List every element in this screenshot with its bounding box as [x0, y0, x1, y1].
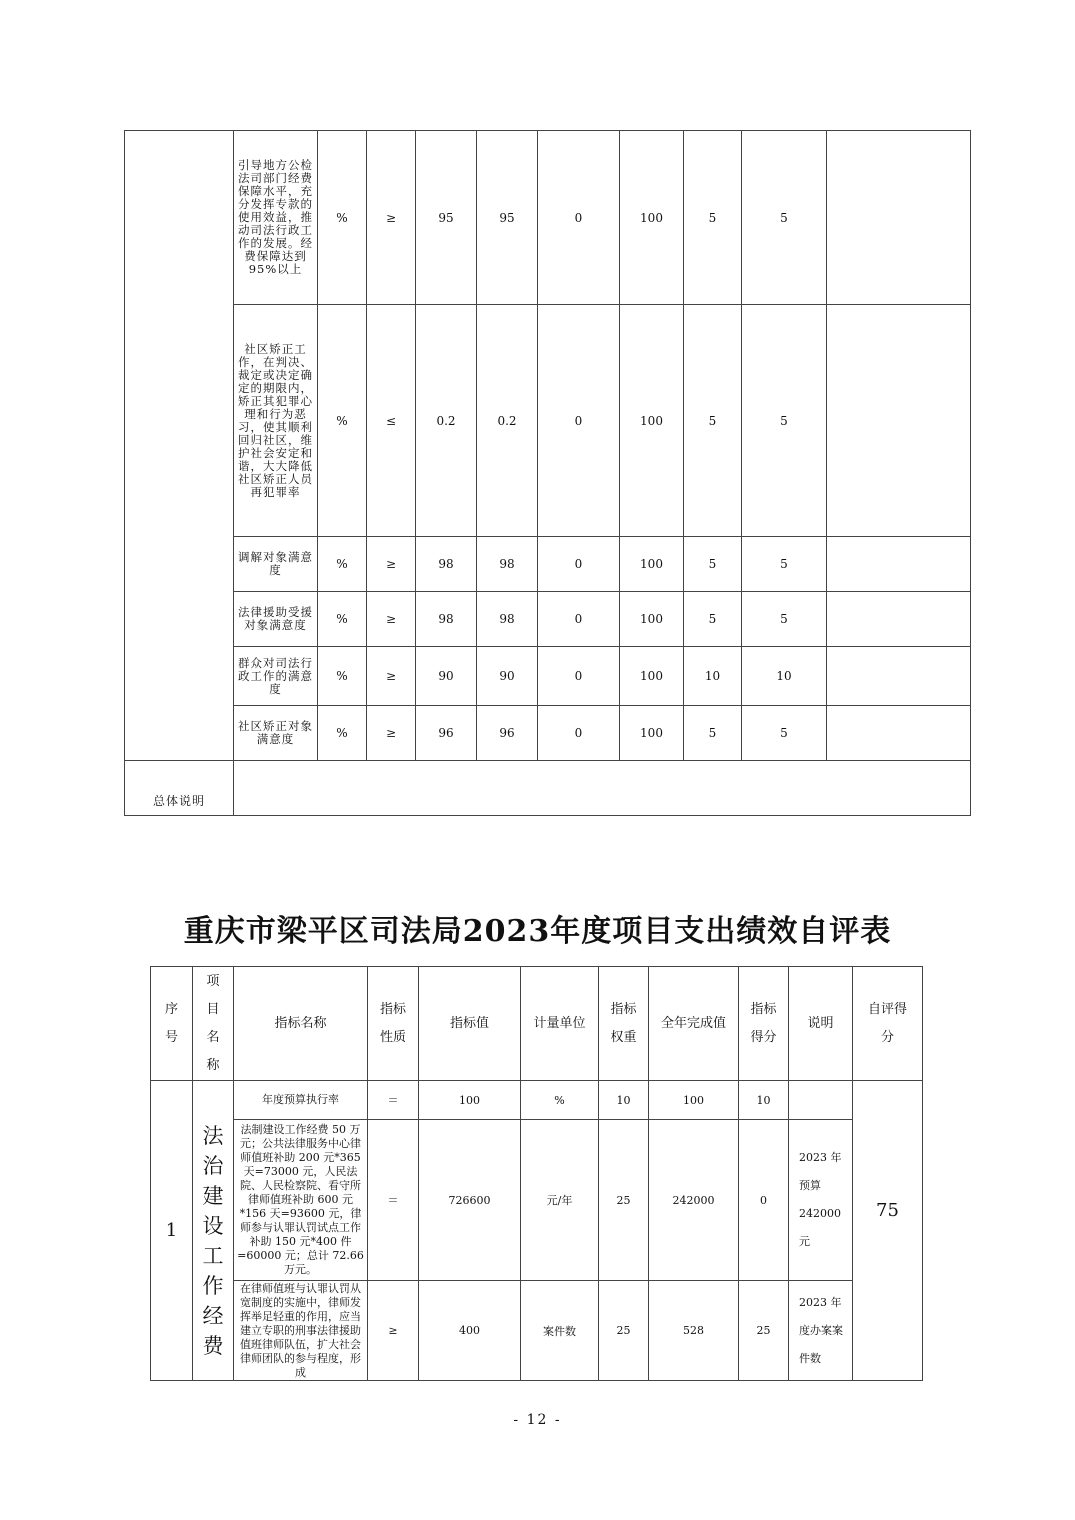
note-cell — [827, 131, 971, 305]
diff-cell: 0 — [538, 647, 620, 706]
header-score: 指标得分 — [739, 967, 789, 1081]
value-cell: 100 — [419, 1081, 521, 1120]
header-row — [151, 967, 923, 1081]
merged-blank-cell — [125, 131, 234, 761]
table-row — [125, 761, 971, 816]
seq-cell: 1 — [151, 1081, 193, 1381]
diff-cell: 0 — [538, 131, 620, 305]
document-title: 重庆市梁平区司法局2023年度项目支出绩效自评表 — [183, 914, 892, 949]
score-cell: 25 — [739, 1281, 789, 1381]
rate-cell: 100 — [620, 592, 684, 647]
table-row — [151, 1281, 923, 1381]
header-project: 项目名称 — [193, 967, 234, 1081]
indicator-table-continued — [124, 130, 971, 816]
indicator-desc: 调解对象满意度 — [234, 537, 318, 592]
header-self: 自评得分 — [853, 967, 923, 1081]
note-cell — [827, 647, 971, 706]
rate-cell: 100 — [620, 537, 684, 592]
note-cell: 2023 年预算 242000 元 — [789, 1120, 853, 1281]
header-indicator: 指标名称 — [234, 967, 368, 1081]
operator-cell: ≥ — [367, 647, 416, 706]
indicator-desc: 法律援助受援对象满意度 — [234, 592, 318, 647]
operator-cell: ≥ — [367, 537, 416, 592]
unit-cell: % — [318, 537, 367, 592]
project-name-cell: 法治建设工作经费 — [193, 1081, 234, 1381]
actual-cell: 98 — [477, 537, 538, 592]
operator-cell: ≤ — [367, 305, 416, 537]
weight-cell: 25 — [599, 1281, 649, 1381]
nature-cell: ≥ — [368, 1281, 419, 1381]
diff-cell: 0 — [538, 537, 620, 592]
table-row — [125, 706, 971, 761]
score-cell: 5 — [742, 537, 827, 592]
summary-text — [234, 761, 971, 816]
note-cell — [827, 706, 971, 761]
value-cell: 726600 — [419, 1120, 521, 1281]
score-cell: 5 — [742, 131, 827, 305]
indicator-name: 在律师值班与认罪认罚从宽制度的实施中，律师发挥举足轻重的作用，应当建立专职的刑事法律援助值班律师队伍，扩大社会律师团队的参与程度，形成 — [234, 1281, 368, 1381]
note-cell: 2023 年度办案案件数 — [789, 1281, 853, 1381]
score-cell: 5 — [742, 592, 827, 647]
note-cell — [827, 537, 971, 592]
table-row — [125, 537, 971, 592]
table-row — [125, 592, 971, 647]
table-row — [151, 1120, 923, 1281]
diff-cell: 0 — [538, 592, 620, 647]
weight-cell: 5 — [684, 305, 742, 537]
actual-cell: 96 — [477, 706, 538, 761]
rate-cell: 100 — [620, 706, 684, 761]
unit-cell: 元/年 — [521, 1120, 599, 1281]
score-cell: 5 — [742, 706, 827, 761]
self-score-cell: 75 — [853, 1081, 923, 1381]
summary-label: 总体说明 — [125, 761, 234, 816]
rate-cell: 100 — [620, 647, 684, 706]
indicator-desc: 引导地方公检法司部门经费保障水平，充分发挥专款的使用效益，推动司法行政工作的发展。经费保障达到95%以上 — [234, 131, 318, 305]
page-number: - 12 - — [513, 1412, 562, 1428]
weight-cell: 5 — [684, 592, 742, 647]
diff-cell: 0 — [538, 305, 620, 537]
operator-cell: ≥ — [367, 131, 416, 305]
operator-cell: ≥ — [367, 592, 416, 647]
table-row — [125, 305, 971, 537]
actual-cell: 90 — [477, 647, 538, 706]
score-cell: 5 — [742, 305, 827, 537]
score-cell: 0 — [739, 1120, 789, 1281]
operator-cell: ≥ — [367, 706, 416, 761]
weight-cell: 5 — [684, 537, 742, 592]
unit-cell: % — [318, 305, 367, 537]
weight-cell: 10 — [599, 1081, 649, 1120]
indicator-name: 法制建设工作经费 50 万元；公共法律服务中心律师值班补助 200 元*365 天=73000 元，人民法院、人民检察院、看守所律师值班补助 600 元*156 天=93600 元，律师参与认罪认罚试点工作补助 150 元*400 件=60000 元；总计 72.66 万元。 — [234, 1120, 368, 1281]
header-done: 全年完成值 — [649, 967, 739, 1081]
done-cell: 242000 — [649, 1120, 739, 1281]
table-row — [125, 647, 971, 706]
value-cell: 400 — [419, 1281, 521, 1381]
table-row — [151, 1081, 923, 1120]
note-cell — [827, 592, 971, 647]
diff-cell: 0 — [538, 706, 620, 761]
unit-cell: % — [521, 1081, 599, 1120]
unit-cell: % — [318, 706, 367, 761]
nature-cell: ＝ — [368, 1081, 419, 1120]
weight-cell: 5 — [684, 131, 742, 305]
done-cell: 528 — [649, 1281, 739, 1381]
target-cell: 98 — [416, 592, 477, 647]
target-cell: 98 — [416, 537, 477, 592]
header-note: 说明 — [789, 967, 853, 1081]
indicator-name: 年度预算执行率 — [234, 1081, 368, 1120]
weight-cell: 10 — [684, 647, 742, 706]
done-cell: 100 — [649, 1081, 739, 1120]
unit-cell: % — [318, 592, 367, 647]
header-seq: 序号 — [151, 967, 193, 1081]
note-cell — [827, 305, 971, 537]
nature-cell: ＝ — [368, 1120, 419, 1281]
header-unit: 计量单位 — [521, 967, 599, 1081]
note-cell — [789, 1081, 853, 1120]
score-cell: 10 — [742, 647, 827, 706]
weight-cell: 25 — [599, 1120, 649, 1281]
header-nature: 指标性质 — [368, 967, 419, 1081]
weight-cell: 5 — [684, 706, 742, 761]
target-cell: 90 — [416, 647, 477, 706]
target-cell: 0.2 — [416, 305, 477, 537]
indicator-desc: 群众对司法行政工作的满意度 — [234, 647, 318, 706]
rate-cell: 100 — [620, 305, 684, 537]
header-value: 指标值 — [419, 967, 521, 1081]
unit-cell: % — [318, 131, 367, 305]
score-cell: 10 — [739, 1081, 789, 1120]
indicator-desc: 社区矫正工作，在判决、裁定或决定确定的期限内，矫正其犯罪心理和行为恶习，使其顺利回归社区，维护社会安定和谐，大大降低社区矫正人员再犯罪率 — [234, 305, 318, 537]
actual-cell: 0.2 — [477, 305, 538, 537]
unit-cell: 案件数 — [521, 1281, 599, 1381]
table-row — [125, 131, 971, 305]
target-cell: 96 — [416, 706, 477, 761]
header-weight: 指标权重 — [599, 967, 649, 1081]
target-cell: 95 — [416, 131, 477, 305]
actual-cell: 98 — [477, 592, 538, 647]
self-evaluation-table — [150, 966, 923, 1381]
indicator-desc: 社区矫正对象满意度 — [234, 706, 318, 761]
actual-cell: 95 — [477, 131, 538, 305]
unit-cell: % — [318, 647, 367, 706]
rate-cell: 100 — [620, 131, 684, 305]
